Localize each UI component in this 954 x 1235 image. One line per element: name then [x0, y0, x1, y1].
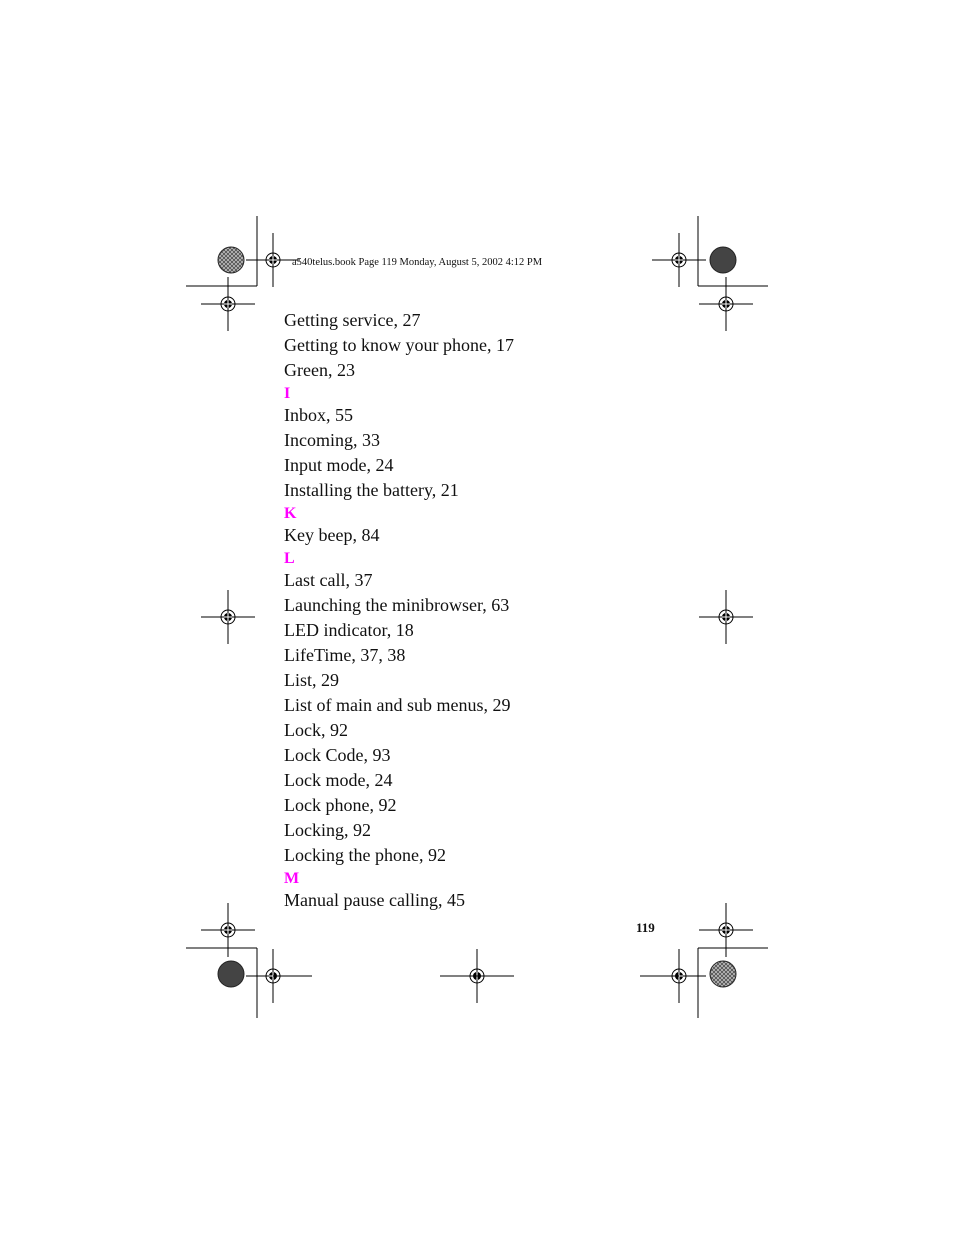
- index-entry: Getting service, 27: [284, 310, 421, 330]
- index-entry: LED indicator, 18: [284, 620, 414, 640]
- index-entry: Getting to know your phone, 17: [284, 335, 514, 355]
- starburst-mark-bottom-left: [218, 961, 244, 987]
- index-entry: Installing the battery, 21: [284, 480, 459, 500]
- index-entry: Launching the minibrowser, 63: [284, 595, 510, 615]
- index-entry: Lock Code, 93: [284, 745, 391, 765]
- registration-mark: [699, 903, 753, 957]
- index-entry: Incoming, 33: [284, 430, 380, 450]
- section-letter-k: K: [284, 505, 297, 522]
- index-entry: Manual pause calling, 45: [284, 890, 465, 910]
- index-entry: Lock, 92: [284, 720, 348, 740]
- index-entry: List, 29: [284, 670, 340, 690]
- registration-mark: [201, 277, 255, 331]
- starburst-mark-bottom-right: [710, 961, 736, 987]
- section-letter-l: L: [284, 550, 295, 567]
- index-entry: Locking, 92: [284, 820, 371, 840]
- index-entry: Lock mode, 24: [284, 770, 393, 790]
- index-entry: Input mode, 24: [284, 455, 394, 475]
- registration-mark: [699, 277, 753, 331]
- index-entry: Key beep, 84: [284, 525, 380, 545]
- section-letter-i: I: [284, 385, 291, 402]
- index-entry: Green, 23: [284, 360, 355, 380]
- page-number: 119: [636, 920, 655, 935]
- section-letter-m: M: [284, 870, 300, 887]
- registration-mark: [699, 590, 753, 644]
- registration-mark: [201, 590, 255, 644]
- index-entry: List of main and sub menus, 29: [284, 695, 511, 715]
- starburst-mark-top-right: [710, 247, 736, 273]
- starburst-mark-top-left: [218, 247, 244, 273]
- registration-mark: [201, 903, 255, 957]
- index-entry: Inbox, 55: [284, 405, 353, 425]
- index-entry: Lock phone, 92: [284, 795, 397, 815]
- index-entry: Locking the phone, 92: [284, 845, 446, 865]
- print-slug-header: a540telus.book Page 119 Monday, August 5, 2002 4:12 PM: [292, 257, 543, 268]
- index-entry: LifeTime, 37, 38: [284, 645, 406, 665]
- index-entry: Last call, 37: [284, 570, 373, 590]
